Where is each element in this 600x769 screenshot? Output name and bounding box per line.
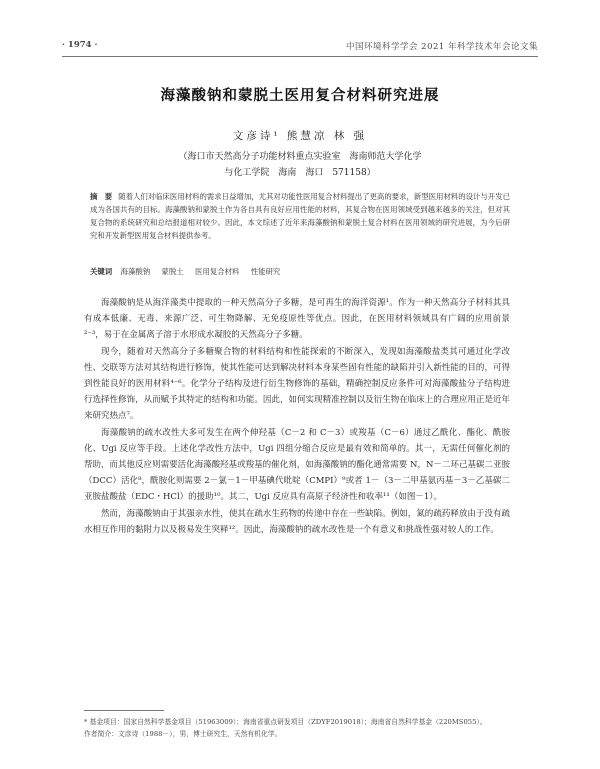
keyword: 蒙脱土: [161, 267, 184, 276]
paragraph-3: 海藻酸钠的疏水改性大多可发生在两个伸羟基（C－2 和 C－3）或羧基（C－6）通过乙酰化、酯化、酰胺化、Ugi 反应等手段。上述化学改性方法中，Ugi 四组分缩合反应是最有效和简单的。其一，无需任何催化剂的帮助，而其他反应则需要活化海藻酸羟基或羧基的催化剂，如海藻酸钠的酯化通常需要 N，N－二环己基碳二亚胺（DCC）活化⁸，酰胺化则需要 2－氯－1－甲基碘代吡啶（CMPI）⁹或者 1－（3－二甲基氨丙基－3－乙基碳二亚胺盐酸盐（EDC・HCl）的援助¹⁰。其二，Ugi 反应具有高原子经济性和收率¹¹（如图－1）。: [84, 427, 510, 503]
abstract-label: 摘 要: [90, 192, 113, 201]
keyword: 医用复合材料: [195, 267, 240, 276]
paragraph-4: 然而，海藻酸钠由于其强亲水性，使其在疏水生药物的传递中存在一些缺陷。例如，氮的疏药释放由于没有疏水相互作用的黏附力以及极易发生突释¹²。因此，海藻酸钠的疏水改性是一个有意义和挑战性强对较人的工作。: [84, 508, 510, 535]
abstract-text: 随着人们对临床医用材料的需求日益增加，尤其对功能性医用复合材料提出了更高的要求，新型医用材料的设计与开发已成为各国共有的目标。海藻酸钠和蒙脱土作为各自具有良好应用性能的材料，其复合物在医用领域受到越来越多的关注，但对其复合物的系统研究和总结报道相对较少。因此，本文综述了近年来海藻酸钠和蒙脱土复合材料在医用领域的研究进展，为今后研究和开发新型医用复合材料提供参考。: [90, 192, 510, 240]
funding-footnote: * 基金项目：国家自然科学基金项目（51963009）；海南省重点研发项目（ZDYF2019018）；海南省自然科学基金（220MS055）。: [84, 718, 487, 726]
paper-title: 海藻酸钠和蒙脱土医用复合材料研究进展: [160, 88, 440, 104]
footnotes: [84, 716, 538, 740]
keyword: 性能研究: [250, 267, 281, 276]
header-rule: [62, 56, 538, 57]
paragraph-2: 现今，随着对天然高分子多糖聚合物的材料结构和性能探索的不断深入，发现如海藻酸盐类其可通过化学改性、交联等方法对其结构进行修饰，使其性能可达到解决材料本身某些固有性能的缺陷并引入新性能的目的，可得到性能良好的医用材料⁴⁻⁶。化学分子结构及进行衍生物修饰的基础，精确控制反应条件可对海藻酸盐分子结构进行选择性修饰，从而赋予其特定的结构和功能。因此，如何实现精准控制以及衍生物在临床上的合理应用正是近年来研究热点⁷。: [84, 346, 510, 422]
body-text: [84, 295, 510, 538]
running-header: [62, 40, 538, 54]
author-footnote: 作者简介：文彦诗（1988－），男，博士研究生，天然有机化学。: [84, 730, 282, 738]
affiliation-line-2: 与化工学院 海南 海口 571158）: [224, 168, 376, 178]
abstract: [90, 190, 510, 242]
keywords: [90, 266, 510, 277]
paragraph-1: 海藻酸钠是从海洋藻类中提取的一种天然高分子多糖，是可再生的海洋资源¹。作为一种天然高分子材料其具有成本低廉、无毒、来源广泛、可生物降解、无免疫原性等优点。因此，在医用材料领域具有广阔的应用前景²⁻³，易于在金属离子溶于水形成水凝胶的天然高分子多糖。: [84, 298, 510, 341]
footnote-rule: [84, 710, 164, 711]
author-list: 文彦诗¹ 熊慧凉 林 强: [232, 130, 368, 142]
affiliation-line-1: （海口市天然高分子功能材料重点实验室 海南师范大学化学: [178, 152, 422, 162]
journal-name: 中国环境科学学会 2021 年科学技术年会论文集: [345, 42, 538, 52]
page-number: · 1974 ·: [62, 40, 98, 50]
keyword: 海藻酸钠: [120, 267, 151, 276]
keywords-label: 关键词: [90, 267, 113, 276]
